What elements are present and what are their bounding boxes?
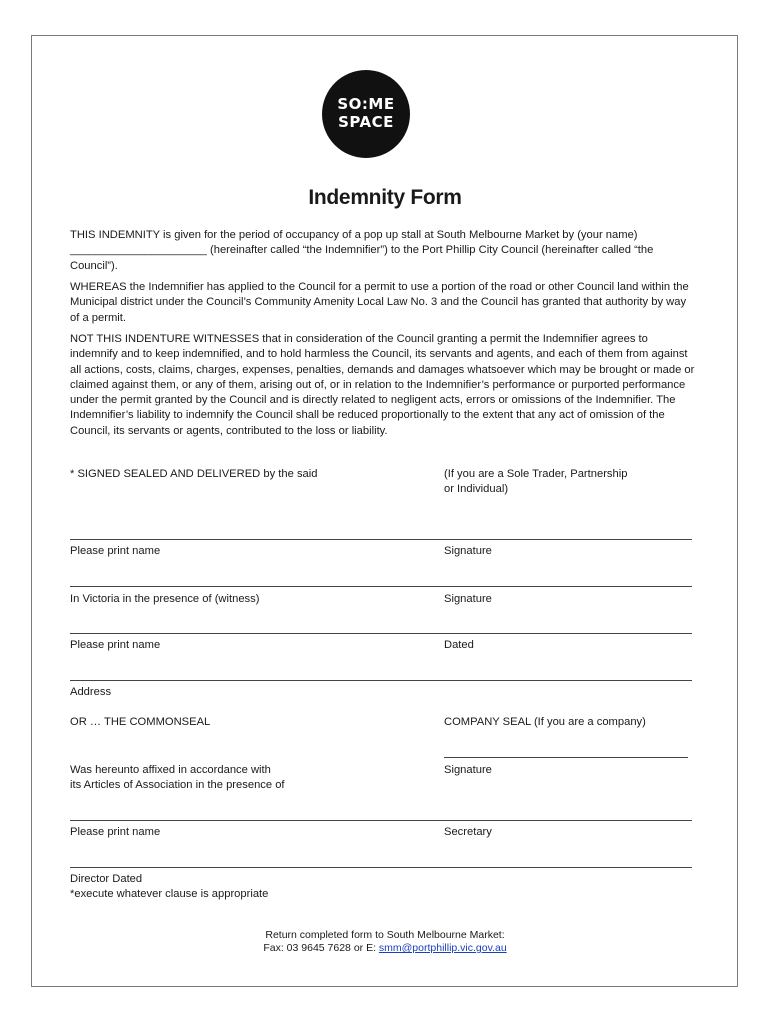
company-print-name-label: Please print name [70, 826, 161, 838]
affixed-line-1: Was hereunto affixed in accordance with [70, 764, 271, 776]
witness-signature-label: Signature [444, 593, 492, 605]
company-signature-label: Signature [444, 764, 492, 776]
indemnity-paragraph: THIS INDEMNITY is given for the period of occupancy of a pop up stall at South Melbourne Market by (your name) ______________________ (hereinafter called “the Indemnifier”) to the Port Phillip City Council (hereinafter called “the Council”). [70, 229, 654, 272]
footer-line-2 [0, 942, 770, 955]
name-signature-line[interactable] [70, 539, 692, 540]
common-seal-label: OR … THE COMMONSEAL [70, 716, 211, 728]
logo-line-1: SO:ME [337, 95, 395, 113]
logo-line-2: SPACE [338, 113, 394, 131]
signed-sealed-label: * SIGNED SEALED AND DELIVERED by the said [70, 468, 318, 480]
some-space-logo [322, 70, 410, 158]
email-link[interactable]: smm@portphillip.vic.gov.au [378, 942, 507, 954]
signature-label: Signature [444, 545, 492, 557]
secretary-label: Secretary [444, 826, 492, 838]
print-name-label: Please print name [70, 545, 161, 557]
witness-label: In Victoria in the presence of (witness) [70, 593, 260, 605]
witness-print-name-label: Please print name [70, 639, 161, 651]
witness-name-dated-line[interactable] [70, 633, 692, 634]
execute-note: *execute whatever clause is appropriate [70, 888, 269, 900]
company-signature-line[interactable] [444, 757, 688, 758]
sole-trader-note-line-2: or Individual) [444, 483, 509, 495]
address-line[interactable] [70, 680, 692, 681]
sole-trader-note-line-1: (If you are a Sole Trader, Partnership [444, 468, 628, 480]
page-border [31, 35, 738, 987]
director-dated-label: Director Dated [70, 873, 143, 885]
footer [0, 929, 770, 955]
footer-line-1: Return completed form to South Melbourne Market: [265, 929, 505, 941]
dated-label: Dated [444, 639, 474, 651]
director-line[interactable] [70, 867, 692, 868]
address-label: Address [70, 686, 112, 698]
affixed-line-2: its Articles of Association in the presence of [70, 779, 285, 791]
name-secretary-line[interactable] [70, 820, 692, 821]
witness-signature-line[interactable] [70, 586, 692, 587]
page-title: Indemnity Form [308, 186, 462, 209]
footer-fax: Fax: 03 9645 7628 or E: [263, 942, 379, 954]
company-seal-label: COMPANY SEAL (If you are a company) [444, 716, 646, 728]
whereas-paragraph: WHEREAS the Indemnifier has applied to the Council for a permit to use a portion of the road or other Council land within the Municipal district under the Council’s Community Amenity Local Law No. 3 and the Council has granted that authority by way of a permit. [70, 281, 689, 324]
witnesses-paragraph: NOT THIS INDENTURE WITNESSES that in consideration of the Council granting a permit the Indemnifier agrees to indemnify and to keep indemnified, and to hold harmless the Council, its servants and agents, and each of them from against all actions, costs, claims, charges, expenses, penalties, demands and damages whatsoever which may be brought or made or claimed against them, or any of them, arising out of, or in relation to the Indemnifier’s performance or purported performance under the permit granted by the Council and is directly related to negligent acts, errors or omissions of the Indemnifier. The Indemnifier’s liability to indemnify the Council shall be reduced proportionally to the extent that any act of omission of the Council, its servants or agents, contributed to the loss or liability. [70, 333, 695, 437]
